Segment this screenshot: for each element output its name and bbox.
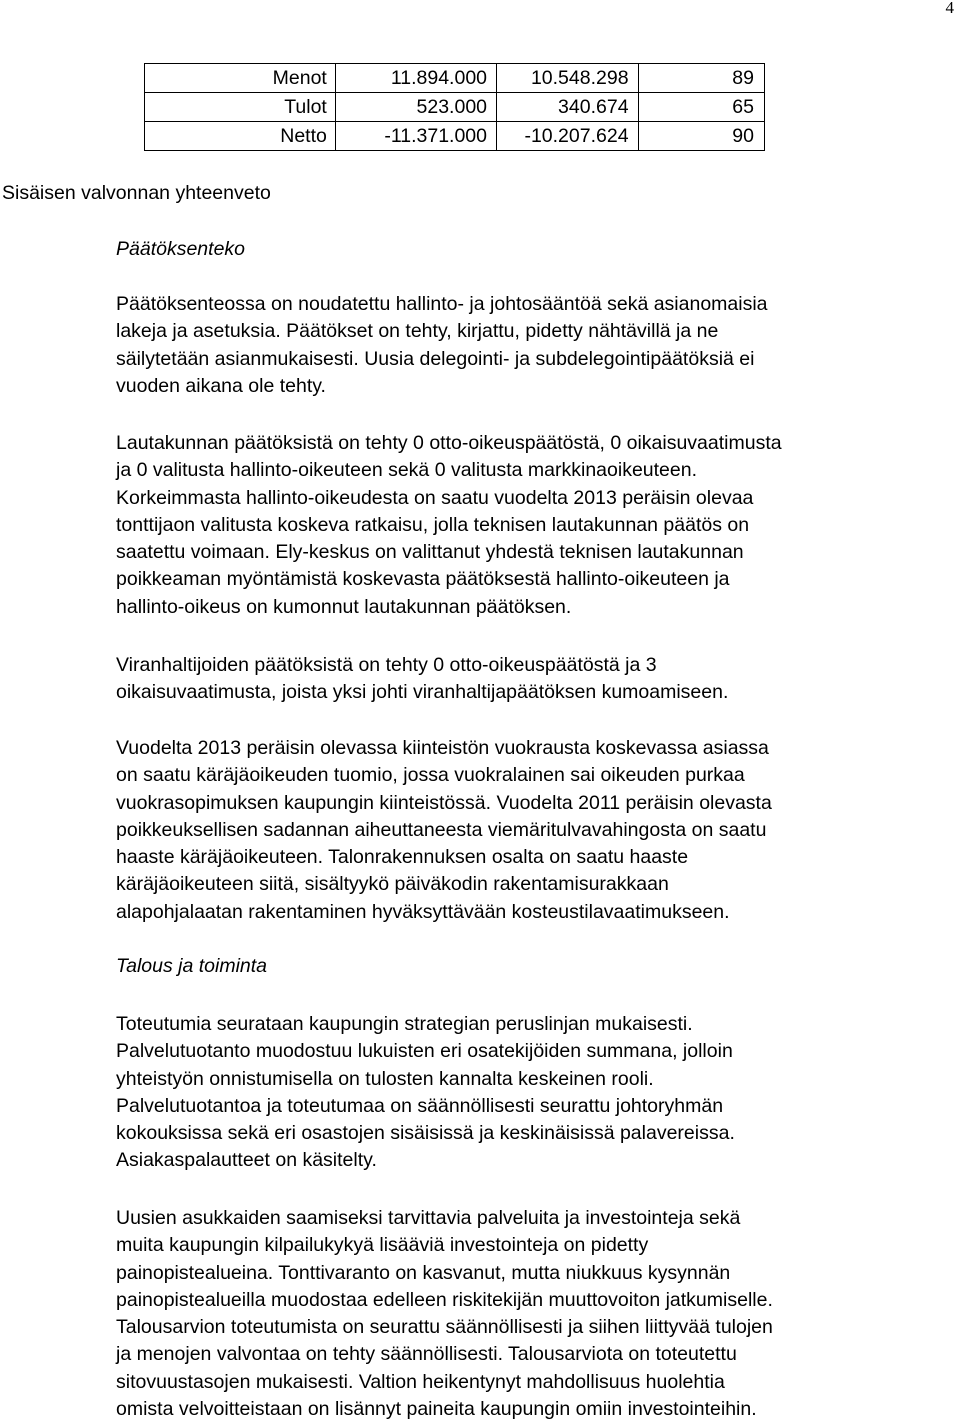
paragraph-line: on saatu käräjäoikeuden tuomio, jossa vuokralainen sai oikeuden purkaa [116,764,745,787]
paragraph-line: yhteistyön onnistumisella on tulosten kannalta keskeinen rooli. [116,1067,654,1090]
paragraph-line: vuokrasopimuksen kaupungin kiinteistössä. Vuodelta 2011 peräisin olevasta [116,791,772,814]
paragraph-line: Palvelutuotantoa ja toteutumaa on säännöllisesti seurattu johtoryhmän [116,1094,724,1117]
budget-table [144,63,765,151]
table-cell: 65 [638,93,764,122]
paragraph-line: omista velvoitteistaan on lisännyt paineita kaupungin omiin investointeihin. [116,1398,757,1421]
paragraph-decision-making [116,291,916,400]
paragraph-line: painopistealueina. Tonttivaranto on kasvanut, mutta niukkuus kysynnän [116,1261,731,1284]
paragraph-line: Palvelutuotanto muodostuu lukuisten eri osatekijöiden summana, jolloin [116,1040,733,1063]
paragraph-line: muita kaupungin kilpailukykyä lisääviä investointeja on pidetty [116,1234,649,1257]
paragraph-line: saatettu voimaan. Ely-keskus on valittanut yhdestä teknisen lautakunnan [116,541,744,564]
heading-finance: Talous ja toiminta [116,955,268,977]
table-cell: 89 [638,64,764,93]
paragraph-line: tonttijaon valitusta koskeva ratkaisu, jolla teknisen lautakunnan päätös on [116,513,750,536]
table-cell: 523.000 [335,93,496,122]
paragraph-line: Toteutumia seurataan kaupungin strategian peruslinjan mukaisesti. [116,1013,693,1035]
table-cell: -10.207.624 [497,122,639,151]
paragraph-line: poikkeaman myöntämistä koskevasta päätöksestä hallinto-oikeuteen ja [116,568,730,591]
paragraph-line: ja 0 valitusta hallinto-oikeuteen sekä 0 valitusta markkinaoikeuteen. [116,459,698,482]
table-row [145,64,765,93]
paragraph-line: Korkeimmasta hallinto-oikeudesta on saatu vuodelta 2013 peräisin olevaa [116,486,754,509]
paragraph-line: Uusien asukkaiden saamiseksi tarvittavia palveluita ja investointeja sekä [116,1207,741,1229]
table-row [145,122,765,151]
section-title: Sisäisen valvonnan yhteenveto [2,182,271,204]
paragraph-line: poikkeuksellisen sadannan aiheuttaneesta viemäritulvavahingosta on saatu [116,818,767,841]
page-number: 4 [945,0,954,17]
paragraph-line: sitovuustasojen mukaisesti. Valtion heikentynyt mahdollisuus huolehtia [116,1370,725,1393]
table-cell: 10.548.298 [497,64,639,93]
heading-decision-making: Päätöksenteko [116,238,246,260]
paragraph-line: säilytetään asianmukaisesti. Uusia delegointi- ja subdelegointipäätöksiä ei [116,347,755,370]
table-cell: -11.371.000 [335,122,496,151]
paragraph-official-decisions [116,652,916,707]
paragraph-line: Talousarvion toteutumista on seurattu säännöllisesti ja siihen liittyvää tulojen [116,1316,773,1339]
paragraph-line: käräjäoikeuteen siitä, sisältyykö päiväkodin rakentamisurakkaan [116,873,669,896]
paragraph-investments [116,1205,916,1423]
paragraph-line: kokouksissa sekä eri osastojen sisäisissä ja keskinäisissä palavereissa. [116,1122,735,1145]
paragraph-line: Vuodelta 2013 peräisin olevassa kiinteistön vuokrausta koskevassa asiassa [116,737,769,759]
paragraph-line: haaste käräjäoikeuteen. Talonrakennuksen osalta on saatu haaste [116,846,689,869]
paragraph-board-decisions [116,430,916,621]
table-row [145,93,765,122]
paragraph-line: vuoden aikana ole tehty. [116,374,326,397]
paragraph-line: alapohjalaatan rakentaminen hyväksyttävään kosteustilavaatimukseen. [116,900,730,923]
paragraph-line: painopistealueilla muodostaa edelleen riskitekijän muuttovoiton jatkumiselle. [116,1288,773,1311]
paragraph-line: hallinto-oikeus on kumonnut lautakunnan päätöksen. [116,595,572,618]
row-label: Netto [145,122,336,151]
paragraph-line: lakeja ja asetuksia. Päätökset on tehty, kirjattu, pidetty nähtävillä ja ne [116,320,719,343]
paragraph-line: Päätöksenteossa on noudatettu hallinto- ja johtosääntöä sekä asianomaisia [116,293,768,315]
paragraph-legal-cases [116,735,916,926]
row-label: Tulot [145,93,336,122]
paragraph-line: Viranhaltijoiden päätöksistä on tehty 0 otto-oikeuspäätöstä ja 3 [116,654,657,676]
paragraph-line: Asiakaspalautteet on käsitelty. [116,1149,377,1172]
row-label: Menot [145,64,336,93]
paragraph-line: oikaisuvaatimusta, joista yksi johti viranhaltijapäätöksen kumoamiseen. [116,681,729,704]
table-cell: 90 [638,122,764,151]
table-cell: 11.894.000 [335,64,496,93]
paragraph-monitoring [116,1011,916,1175]
table-cell: 340.674 [497,93,639,122]
paragraph-line: ja menojen valvontaa on tehty säännöllisesti. Talousarviota on toteutettu [116,1343,737,1366]
paragraph-line: Lautakunnan päätöksistä on tehty 0 otto-oikeuspäätöstä, 0 oikaisuvaatimusta [116,432,782,454]
